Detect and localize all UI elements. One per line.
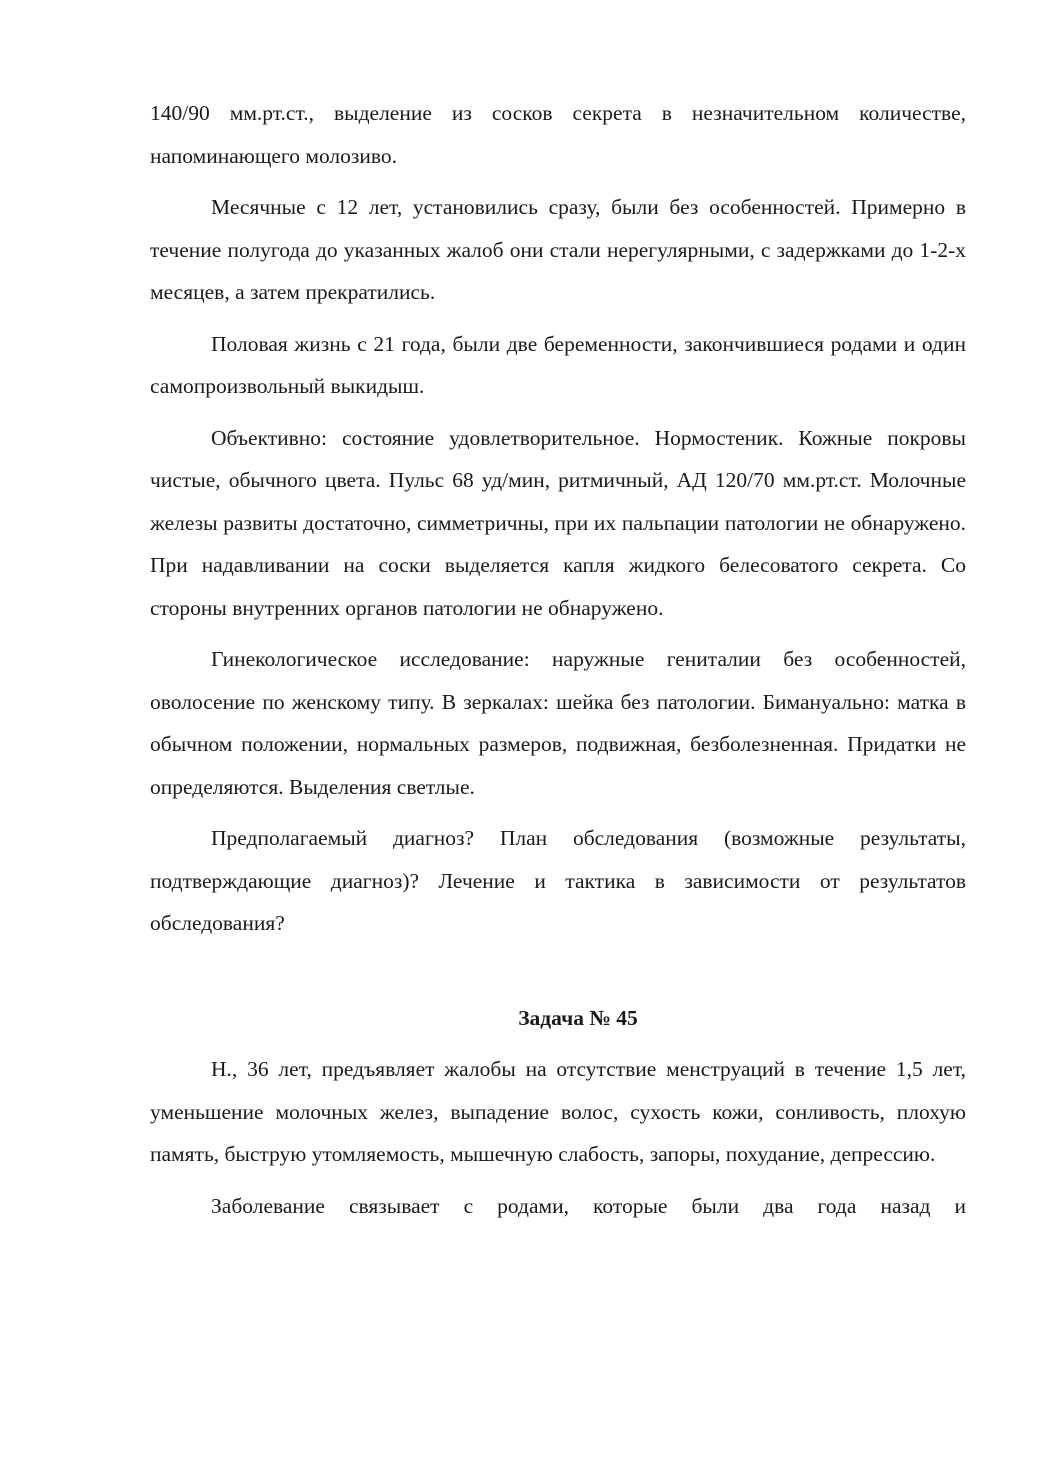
paragraph-complaints: Н., 36 лет, предъявляет жалобы на отсутствие менструаций в течение 1,5 лет, уменьшение молочных желез, выпадение волос, сухость кожи, сонливость, плохую память, быструю утомляемость, мышечную слабость, запоры, похудание, депрессию. [150, 1057, 966, 1166]
paragraph-objective-exam: Объективно: состояние удовлетворительное. Нормостеник. Кожные покровы чистые, обычного цвета. Пульс 68 уд/мин, ритмичный, АД 120/70 мм.рт.ст. Молочные железы развиты достаточно, симметричны, при их пальпации патологии не обнаружено. При надавливании на соски выделяется капля жидкого белесоватого секрета. Со стороны внутренних органов патологии не обнаружено. [150, 425, 966, 620]
paragraph-questions: Предполагаемый диагноз? План обследования (возможные результаты, подтверждающие диагноз)? Лечение и тактика в зависимости от результатов обследования? [150, 826, 966, 935]
paragraph-sexual-life: Половая жизнь с 21 года, были две беременности, закончившиеся родами и один самопроизвольный выкидыш. [150, 331, 966, 398]
paragraph-gynecological-exam: Гинекологическое исследование: наружные гениталии без особенностей, оволосение по женскому типу. В зеркалах: шейка без патологии. Бимануально: матка в обычном положении, нормальных размеров, подвижная, безболезненная. Придатки не определяются. Выделения светлые. [150, 647, 966, 799]
section-spacer [150, 945, 966, 997]
document-page [150, 92, 966, 1227]
paragraph-anamnesis: Заболевание связывает с родами, которые были два года назад и [211, 1193, 966, 1218]
paragraph-continuation: 140/90 мм.рт.ст., выделение из сосков секрета в незначительном количестве, напоминающего молозиво. [150, 101, 966, 168]
paragraph-menses: Месячные с 12 лет, установились сразу, были без особенностей. Примерно в течение полугода до указанных жалоб они стали нерегулярными, с задержками до 1-2-х месяцев, а затем прекратились. [150, 195, 966, 304]
task-heading: Задача № 45 [518, 1005, 638, 1030]
